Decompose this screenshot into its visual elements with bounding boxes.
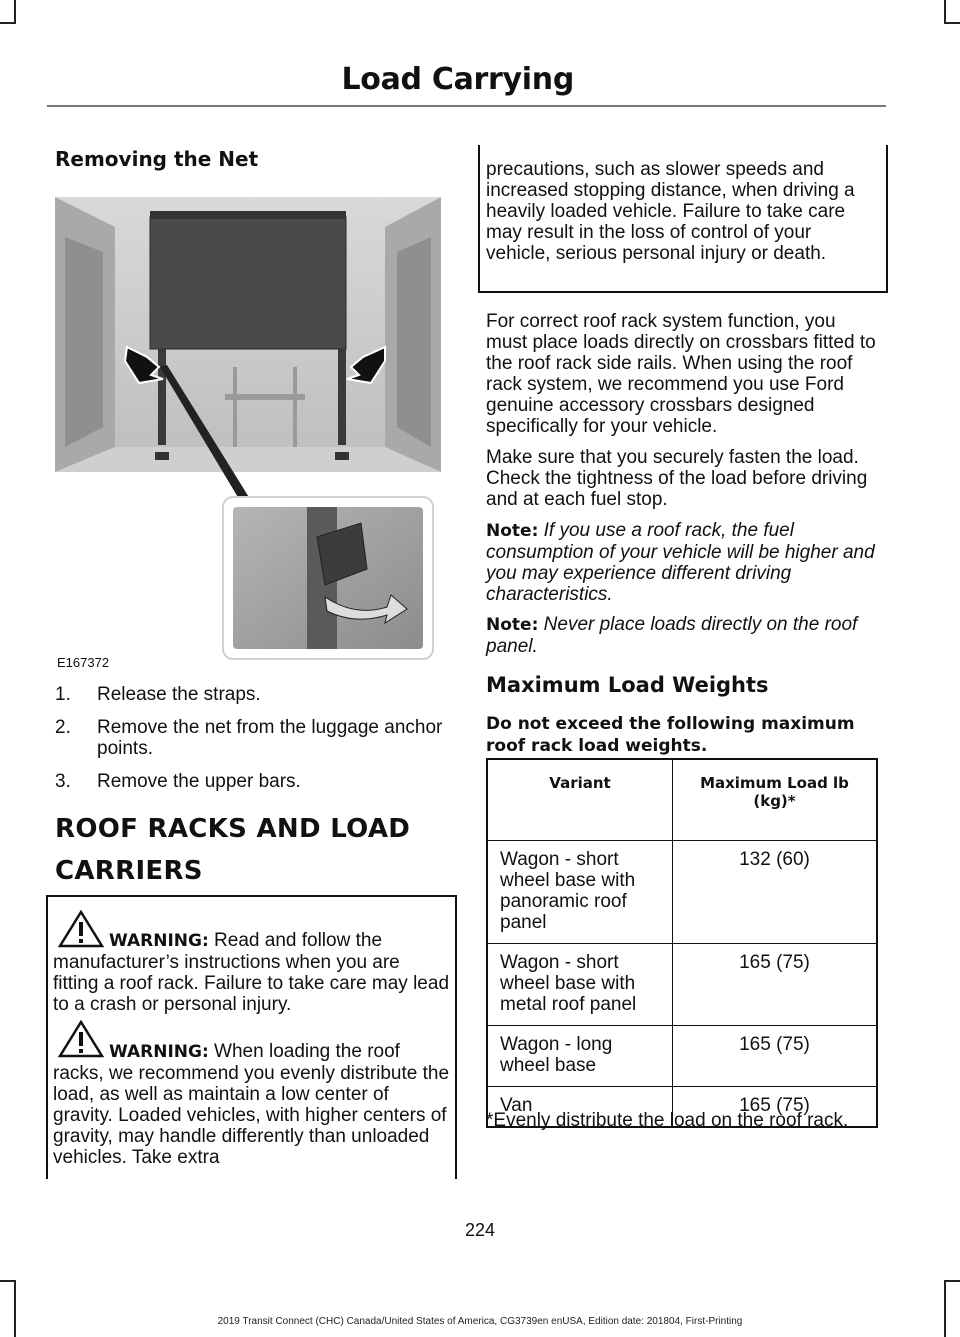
roof-rack-paragraph: For correct roof rack system function, you must place loads directly on crossbars fitted to the roof rack side rails. When using the roof rack system, we recommend you use Ford genuine accessory crossbars designed specifically for your vehicle. — [486, 311, 876, 437]
table-row: Wagon - short wheel base with metal roof panel 165 (75) — [487, 944, 877, 1026]
list-item: 1. Release the straps. — [55, 684, 261, 705]
crop-mark — [944, 1280, 946, 1337]
net-removal-illustration — [55, 197, 451, 671]
crop-mark — [944, 0, 946, 22]
table-header-row — [487, 759, 877, 841]
crop-mark — [14, 0, 16, 22]
footnote: *Evenly distribute the load on the roof rack. — [486, 1110, 849, 1131]
crop-mark — [14, 1280, 16, 1337]
fasten-paragraph: Make sure that you securely fasten the load. Check the tightness of the load before driving and at each fuel stop. — [486, 447, 868, 510]
figure-code: E167372 — [57, 655, 110, 670]
col-max-load-header: Maximum Load lb (kg)* — [673, 759, 878, 841]
net-heading: Removing the Net — [55, 147, 259, 171]
header-rule — [47, 105, 886, 107]
max-load-intro: Do not exceed the following maximum roof rack load weights. — [486, 714, 855, 756]
load-weights-table — [486, 758, 878, 1128]
table-row: Wagon - short wheel base with panoramic roof panel 132 (60) — [487, 841, 877, 944]
warning-continued-text: precautions, such as slower speeds and increased stopping distance, when driving a heavily loaded vehicle. Failure to take care may result in the loss of control of your vehicle, serious personal injury or death. — [486, 159, 855, 264]
edition-line: 2019 Transit Connect (CHC) Canada/United States of America, CG3739en enUSA, Edition date: 201804, First-Printing — [217, 1316, 743, 1327]
table-row: Van 165 (75) — [487, 1087, 877, 1128]
crop-mark — [0, 1280, 16, 1282]
col-variant-header: Variant — [487, 759, 673, 841]
crop-mark — [944, 1280, 960, 1282]
note-1: Note: If you use a roof rack, the fuel consumption of your vehicle will be higher and you may experience different driving characteristics. — [486, 520, 875, 605]
table-row: Wagon - long wheel base 165 (75) — [487, 1026, 877, 1087]
note-2: Note: Never place loads directly on the roof panel. — [486, 614, 858, 657]
page-title: Load Carrying — [341, 62, 574, 97]
page-number: 224 — [464, 1220, 496, 1240]
steps-list — [55, 684, 455, 792]
crop-mark — [944, 22, 960, 24]
list-item: 2. Remove the net from the luggage anchor points. — [55, 717, 443, 759]
warning-2: WARNING: When loading the roof racks, we recommend you evenly distribute the load, as well as maintain a low center of gravity. Loaded vehicles, with higher centers of gravity, may handle differently than unloaded vehicles. Take extra — [53, 1041, 450, 1168]
section-heading: ROOF RACKS AND LOAD CARRIERS — [55, 814, 411, 886]
warning-1: WARNING: Read and follow the manufacturer’s instructions when you are fitting a roof rack. Failure to take care may lead to a crash or personal injury. — [53, 930, 450, 1015]
max-load-heading: Maximum Load Weights — [486, 673, 769, 697]
list-item: 3. Remove the upper bars. — [55, 771, 301, 792]
crop-mark — [0, 22, 16, 24]
